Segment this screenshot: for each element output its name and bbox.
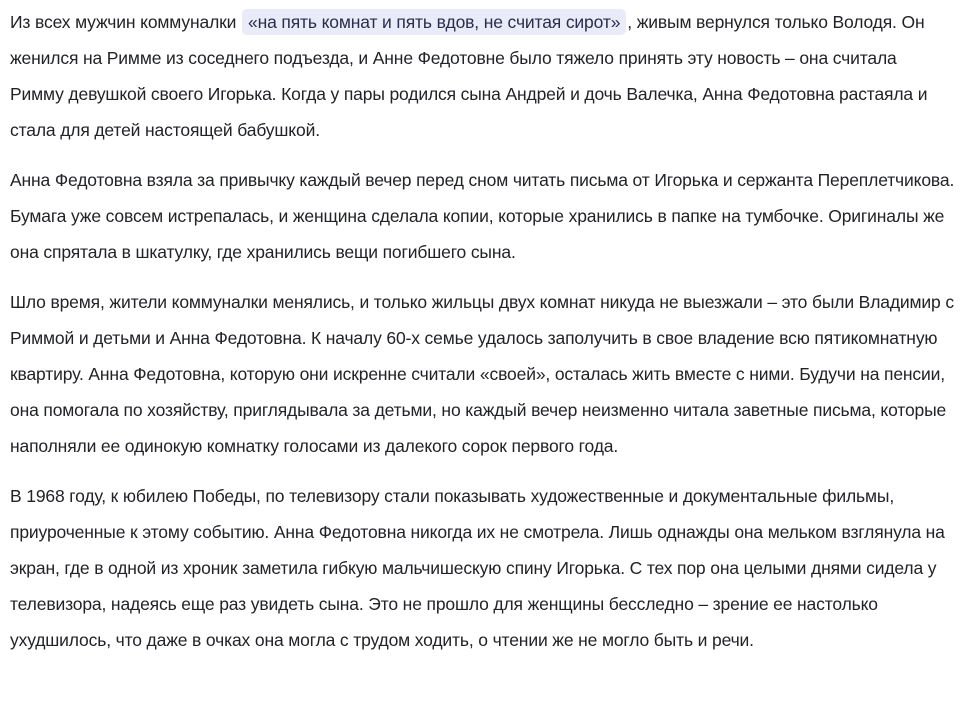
paragraph-4: В 1968 году, к юбилею Победы, по телевизору стали показывать художественные и документальные фильмы, приуроченные к этому событию. Анна Федотовна никогда их не смотрела. Лишь однажды она мельком взглянула на экран, где в одной из хроник заметила гибкую мальчишескую спину Игорька. С тех пор она целыми днями сидела у телевизора, надеясь еще раз увидеть сына. Это не прошло для женщины бесследно – зрение ее настолько ухудшилось, что даже в очках она могла с трудом ходить, о чтении же не могло быть и речи.	[10, 486, 945, 650]
article-body	[10, 4, 955, 672]
paragraph-1	[10, 4, 955, 148]
highlighted-quote: «на пять комнат и пять вдов, не считая сирот»	[242, 9, 626, 35]
paragraph-1-rest: , живым вернулся только Володя. Он женился на Римме из соседнего подъезда, и Анне Федотовне было тяжело принять эту новость – она считала Римму девушкой своего Игорька. Когда у пары родился сына Андрей и дочь Валечка, Анна Федотовна растаяла и стала для детей настоящей бабушкой.	[10, 12, 928, 140]
paragraph-1-lead: Из всех мужчин коммуналки	[10, 12, 241, 32]
paragraph-2: Анна Федотовна взяла за привычку каждый вечер перед сном читать письма от Игорька и сержанта Переплетчикова. Бумага уже совсем истрепалась, и женщина сделала копии, которые хранились в папке на тумбочке. Оригиналы же она спрятала в шкатулку, где хранились вещи погибшего сына.	[10, 170, 955, 262]
paragraph-3: Шло время, жители коммуналки менялись, и только жильцы двух комнат никуда не выезжали – это были Владимир с Риммой и детьми и Анна Федотовна. К началу 60-х семье удалось заполучить в свое владение всю пятикомнатную квартиру. Анна Федотовна, которую они искренне считали «своей», осталась жить вместе с ними. Будучи на пенсии, она помогала по хозяйству, приглядывала за детьми, но каждый вечер неизменно читала заветные письма, которые наполняли ее одинокую комнатку голосами из далекого сорок первого года.	[10, 292, 954, 456]
